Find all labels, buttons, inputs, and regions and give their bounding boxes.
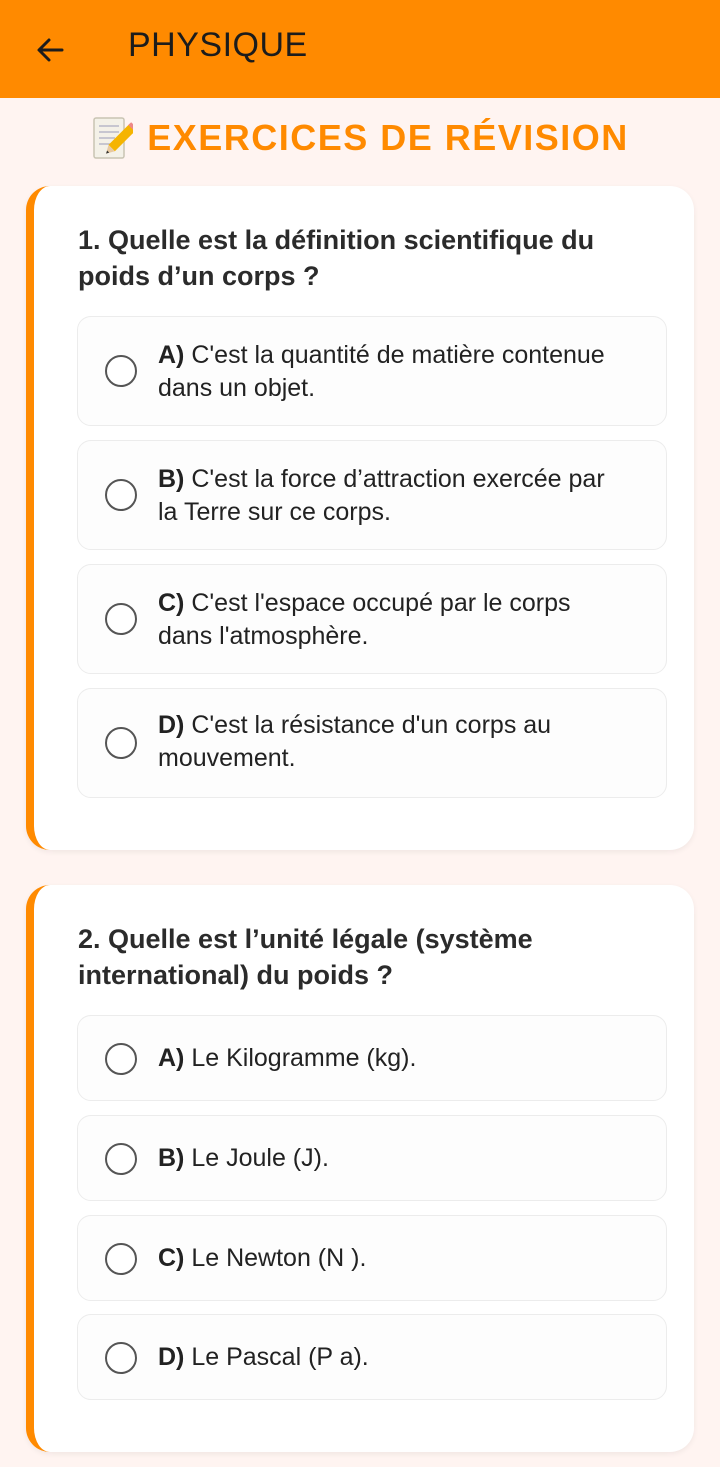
option-letter: C) xyxy=(158,589,185,617)
radio-button[interactable] xyxy=(105,355,137,387)
back-button[interactable] xyxy=(22,22,78,78)
option-label xyxy=(158,709,630,775)
option-b[interactable] xyxy=(77,440,667,550)
option-a[interactable] xyxy=(77,1015,667,1101)
option-b[interactable] xyxy=(77,1115,667,1201)
option-text: C'est la résistance d'un corps au mouvement. xyxy=(158,711,552,772)
option-label xyxy=(158,1341,630,1374)
radio-button[interactable] xyxy=(105,1243,137,1275)
radio-button[interactable] xyxy=(105,1143,137,1175)
radio-button[interactable] xyxy=(105,603,137,635)
option-text: Le Pascal (P a). xyxy=(191,1343,369,1371)
option-letter: A) xyxy=(158,341,185,369)
radio-button[interactable] xyxy=(105,1043,137,1075)
app-bar xyxy=(0,0,720,98)
arrow-left-icon xyxy=(35,35,65,65)
option-c[interactable] xyxy=(77,1215,667,1301)
option-text: Le Kilogramme (kg). xyxy=(191,1044,417,1072)
option-d[interactable] xyxy=(77,688,667,798)
option-text: C'est la quantité de matière contenue dans un objet. xyxy=(158,341,605,402)
question-text: 2. Quelle est l’unité légale (système international) du poids ? xyxy=(78,924,533,990)
option-letter: B) xyxy=(158,465,185,493)
option-letter: D) xyxy=(158,711,185,739)
option-text: Le Joule (J). xyxy=(191,1144,329,1172)
option-d[interactable] xyxy=(77,1314,667,1400)
option-c[interactable] xyxy=(77,564,667,674)
question-text: 1. Quelle est la définition scientifique du poids d’un corps ? xyxy=(78,225,595,291)
page-title: PHYSIQUE xyxy=(128,26,308,64)
option-text: C'est l'espace occupé par le corps dans l'atmosphère. xyxy=(158,589,571,650)
option-letter: B) xyxy=(158,1144,185,1172)
section-title: EXERCICES DE RÉVISION xyxy=(147,117,629,158)
option-letter: D) xyxy=(158,1343,185,1371)
option-letter: C) xyxy=(158,1244,185,1272)
option-label xyxy=(158,1142,630,1175)
question-card-1 xyxy=(26,186,694,850)
option-label xyxy=(158,1042,630,1075)
radio-button[interactable] xyxy=(105,727,137,759)
option-label xyxy=(158,339,630,405)
question-card-2 xyxy=(26,885,694,1452)
option-label xyxy=(158,587,630,653)
memo-pencil-icon xyxy=(91,114,133,162)
radio-button[interactable] xyxy=(105,1342,137,1374)
radio-button[interactable] xyxy=(105,479,137,511)
option-a[interactable] xyxy=(77,316,667,426)
option-text: C'est la force d’attraction exercée par la Terre sur ce corps. xyxy=(158,465,605,526)
section-header xyxy=(0,110,720,166)
option-label xyxy=(158,463,630,529)
option-text: Le Newton (N ). xyxy=(191,1244,367,1272)
option-label xyxy=(158,1242,630,1275)
option-letter: A) xyxy=(158,1044,185,1072)
